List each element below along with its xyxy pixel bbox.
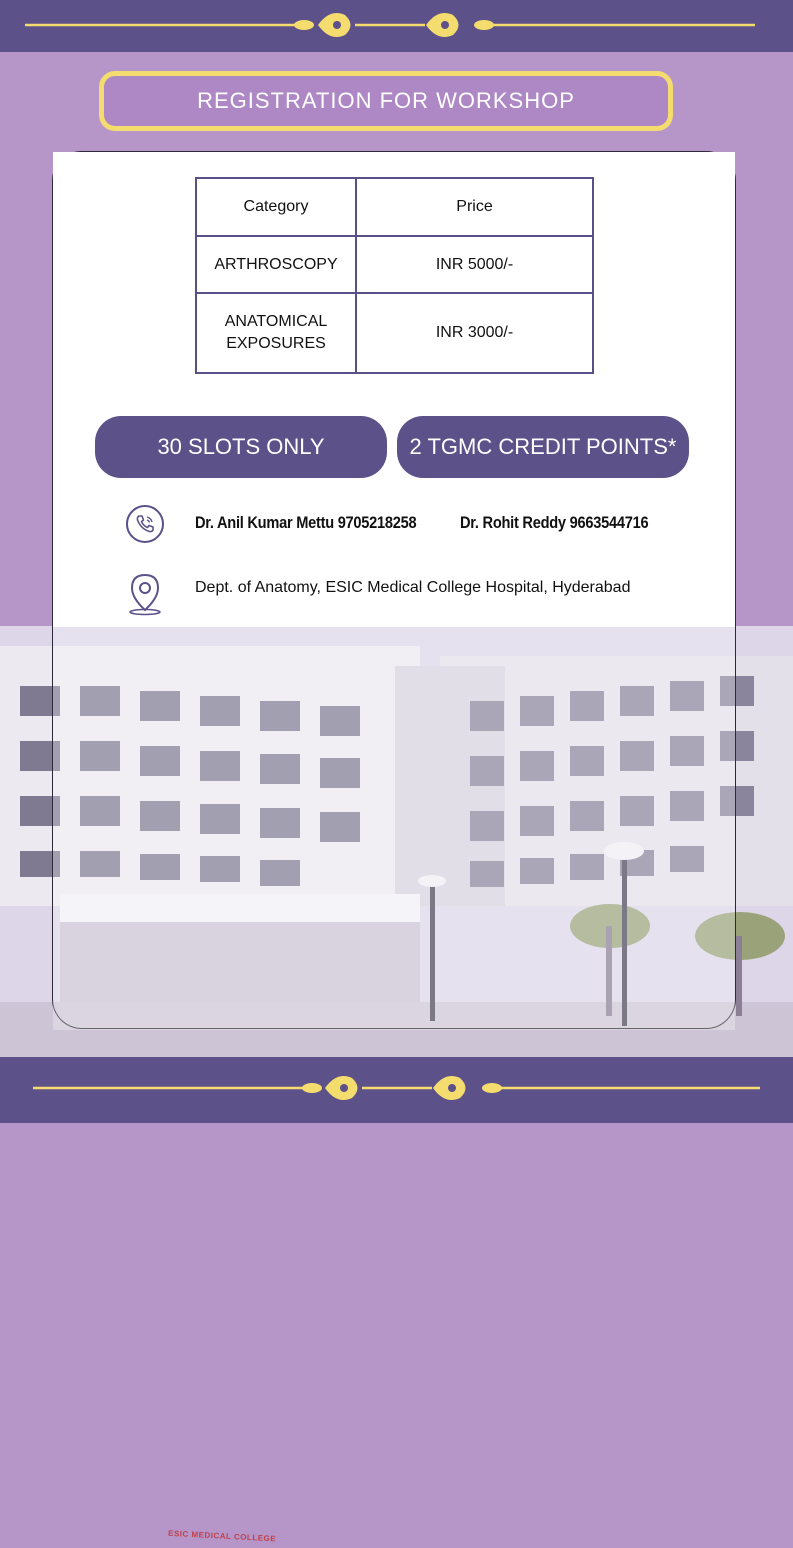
contact-anil[interactable]: Dr. Anil Kumar Mettu 9705218258 — [195, 513, 417, 532]
category-line: EXPOSURES — [226, 335, 326, 352]
top-band — [0, 0, 793, 52]
slots-text: 30 SLOTS ONLY — [157, 434, 325, 459]
table-row — [196, 236, 593, 293]
location-pin-icon — [127, 572, 163, 616]
category-line: ANATOMICAL — [224, 313, 328, 330]
table-row — [196, 293, 593, 373]
building-sign: ESIC MEDICAL COLLEGE — [167, 1528, 277, 1544]
price-cell: INR 5000/- — [356, 236, 593, 293]
header-price: Price — [356, 178, 593, 236]
category-cell — [196, 293, 356, 373]
page-title-text: REGISTRATION FOR WORKSHOP — [197, 88, 575, 113]
bottom-band — [0, 1057, 793, 1123]
phone-icon — [126, 505, 164, 543]
price-cell: INR 3000/- — [356, 293, 593, 373]
ornament-divider-icon — [0, 1057, 793, 1123]
category-cell: ARTHROSCOPY — [196, 236, 356, 293]
credits-text: 2 TGMC CREDIT POINTS* — [409, 434, 677, 459]
ornament-divider-icon — [0, 0, 793, 52]
slots-badge — [95, 416, 387, 478]
price-table — [195, 177, 594, 374]
address-text: Dept. of Anatomy, ESIC Medical College Hospital, Hyderabad — [195, 579, 631, 596]
table-header-row — [196, 178, 593, 236]
header-category: Category — [196, 178, 356, 236]
contact-rohit[interactable]: Dr. Rohit Reddy 9663544716 — [460, 513, 649, 532]
page-title — [99, 71, 673, 131]
credits-badge — [397, 416, 689, 478]
